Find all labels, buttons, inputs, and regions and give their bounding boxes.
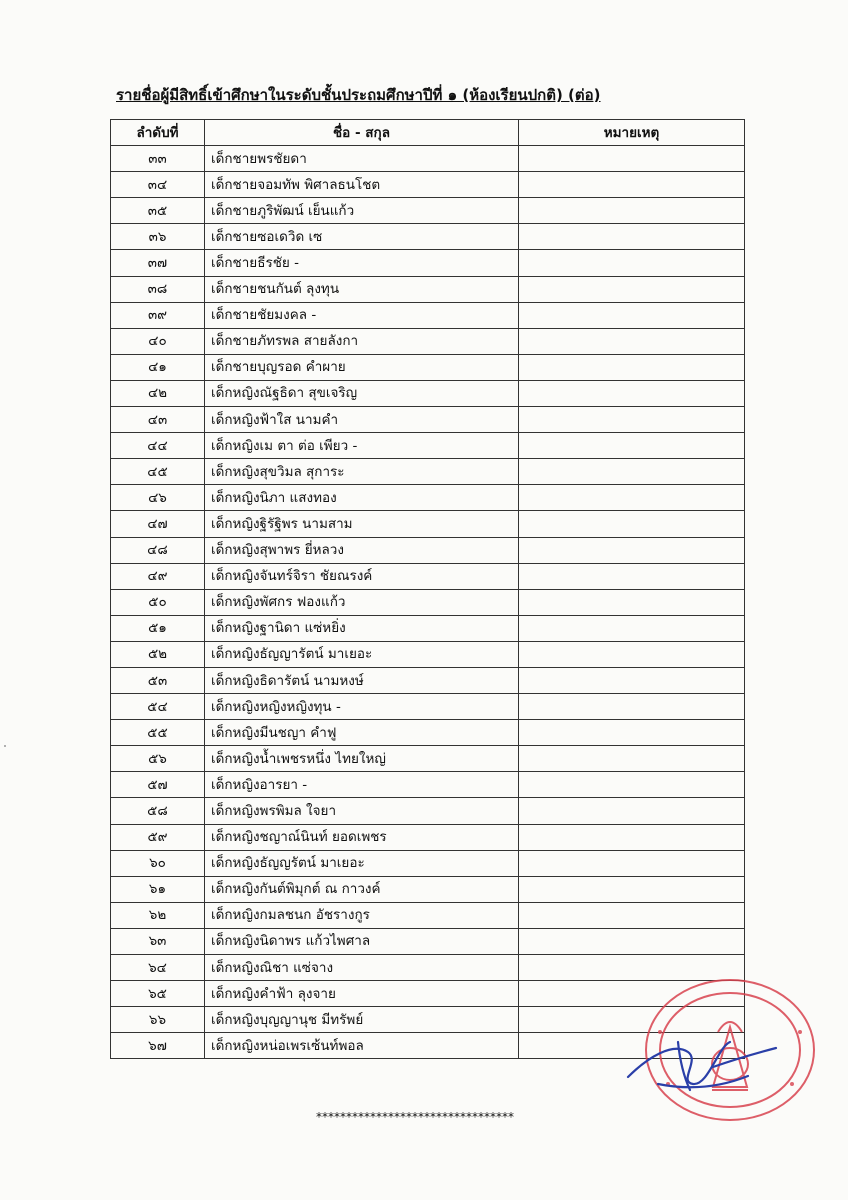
table-row [111, 302, 745, 328]
row-number-cell: ๓๓ [111, 146, 205, 172]
row-remark-cell [519, 772, 745, 798]
table-row [111, 902, 745, 928]
row-name-cell: เด็กหญิงธัญญารัตน์ มาเยอะ [205, 641, 519, 667]
table-row [111, 876, 745, 902]
table-row [111, 511, 745, 537]
row-name-cell: เด็กชายพรชัยดา [205, 146, 519, 172]
row-number-cell: ๖๖ [111, 1007, 205, 1033]
row-remark-cell [519, 902, 745, 928]
row-number-cell: ๖๕ [111, 981, 205, 1007]
table-row [111, 798, 745, 824]
row-remark-cell [519, 172, 745, 198]
row-number-cell: ๕๐ [111, 589, 205, 615]
row-number-cell: ๖๓ [111, 928, 205, 954]
row-name-cell: เด็กชายจอมทัพ พิศาลธนโชต [205, 172, 519, 198]
table-row [111, 146, 745, 172]
column-header-number: ลำดับที่ [111, 120, 205, 146]
row-number-cell: ๔๓ [111, 407, 205, 433]
table-row [111, 328, 745, 354]
row-number-cell: ๖๗ [111, 1033, 205, 1059]
row-name-cell: เด็กชายชนกันต์ ลุงทุน [205, 276, 519, 302]
row-name-cell: เด็กหญิงธัญญรัตน์ มาเยอะ [205, 850, 519, 876]
row-number-cell: ๖๑ [111, 876, 205, 902]
table-row [111, 850, 745, 876]
table-row [111, 694, 745, 720]
column-header-remark: หมายเหตุ [519, 120, 745, 146]
row-name-cell: เด็กหญิงพรพิมล ใจยา [205, 798, 519, 824]
row-number-cell: ๕๖ [111, 746, 205, 772]
row-number-cell: ๔๙ [111, 563, 205, 589]
row-remark-cell [519, 485, 745, 511]
row-name-cell: เด็กหญิงสุพาพร ยี่หลวง [205, 537, 519, 563]
row-number-cell: ๕๙ [111, 824, 205, 850]
row-number-cell: ๕๕ [111, 720, 205, 746]
row-number-cell: ๕๒ [111, 641, 205, 667]
row-number-cell: ๔๖ [111, 485, 205, 511]
row-name-cell: เด็กชายภูริพัฒน์ เย็นแก้ว [205, 198, 519, 224]
row-number-cell: ๔๔ [111, 433, 205, 459]
table-row [111, 407, 745, 433]
table-row [111, 641, 745, 667]
row-number-cell: ๓๙ [111, 302, 205, 328]
row-remark-cell [519, 354, 745, 380]
row-name-cell: เด็กหญิงพัศกร ฟองแก้ว [205, 589, 519, 615]
row-number-cell: ๓๘ [111, 276, 205, 302]
row-remark-cell [519, 433, 745, 459]
row-remark-cell [519, 667, 745, 693]
row-number-cell: ๕๑ [111, 615, 205, 641]
row-name-cell: เด็กหญิงฐิรัฐิพร นามสาม [205, 511, 519, 537]
row-name-cell: เด็กหญิงฐานิดา แซ่หยิ่ง [205, 615, 519, 641]
row-remark-cell [519, 928, 745, 954]
row-name-cell: เด็กหญิงเม ตา ต่อ เพียว - [205, 433, 519, 459]
row-remark-cell [519, 589, 745, 615]
row-remark-cell [519, 328, 745, 354]
row-name-cell: เด็กหญิงณัฐธิดา สุขเจริญ [205, 380, 519, 406]
row-name-cell: เด็กชายชัยมงคล - [205, 302, 519, 328]
row-number-cell: ๔๒ [111, 380, 205, 406]
row-number-cell: ๖๔ [111, 955, 205, 981]
row-remark-cell [519, 641, 745, 667]
row-name-cell: เด็กหญิงคำฟ้า ลุงจาย [205, 981, 519, 1007]
table-row [111, 250, 745, 276]
row-number-cell: ๕๓ [111, 667, 205, 693]
row-remark-cell [519, 720, 745, 746]
row-name-cell: เด็กหญิงมีนชญา คำฟู [205, 720, 519, 746]
signature-icon [628, 1042, 776, 1090]
row-remark-cell [519, 511, 745, 537]
row-name-cell: เด็กชายซอเดวิด เซ [205, 224, 519, 250]
row-number-cell: ๔๑ [111, 354, 205, 380]
row-remark-cell [519, 876, 745, 902]
table-row [111, 928, 745, 954]
table-row [111, 354, 745, 380]
row-name-cell: เด็กหญิงชญาณ์นินท์ ยอดเพชร [205, 824, 519, 850]
row-remark-cell [519, 798, 745, 824]
row-name-cell: เด็กหญิงนิภา แสงทอง [205, 485, 519, 511]
footer-asterisks: ********************************* [316, 1110, 514, 1124]
table-row [111, 485, 745, 511]
row-number-cell: ๖๒ [111, 902, 205, 928]
row-name-cell: เด็กชายบุญรอด คำผาย [205, 354, 519, 380]
table-row [111, 772, 745, 798]
row-remark-cell [519, 563, 745, 589]
row-remark-cell [519, 615, 745, 641]
table-row [111, 537, 745, 563]
row-number-cell: ๔๗ [111, 511, 205, 537]
row-name-cell: เด็กหญิงอารยา - [205, 772, 519, 798]
table-row [111, 198, 745, 224]
table-row [111, 589, 745, 615]
row-remark-cell [519, 746, 745, 772]
scan-speck [4, 745, 6, 747]
row-remark-cell [519, 407, 745, 433]
row-name-cell: เด็กหญิงฟ้าใส นามคำ [205, 407, 519, 433]
admission-roster-table [110, 119, 745, 1059]
row-name-cell: เด็กหญิงน้ำเพชรหนึ่ง ไทยใหญ่ [205, 746, 519, 772]
table-header-row [111, 120, 745, 146]
row-remark-cell [519, 380, 745, 406]
row-name-cell: เด็กหญิงหน่อเพรเซ้นท์พอล [205, 1033, 519, 1059]
table-row [111, 172, 745, 198]
row-name-cell: เด็กหญิงธิดารัตน์ นามหงษ์ [205, 667, 519, 693]
row-name-cell: เด็กหญิงนิดาพร แก้วไพศาล [205, 928, 519, 954]
row-remark-cell [519, 459, 745, 485]
table-row [111, 824, 745, 850]
row-number-cell: ๓๔ [111, 172, 205, 198]
row-name-cell: เด็กหญิงกมลชนก อัชรางกูร [205, 902, 519, 928]
table-row [111, 563, 745, 589]
row-number-cell: ๔๐ [111, 328, 205, 354]
row-number-cell: ๔๘ [111, 537, 205, 563]
row-number-cell: ๕๔ [111, 694, 205, 720]
row-name-cell: เด็กหญิงบุญญานุช มีทรัพย์ [205, 1007, 519, 1033]
row-remark-cell [519, 146, 745, 172]
column-header-name: ชื่อ - สกุล [205, 120, 519, 146]
row-number-cell: ๓๗ [111, 250, 205, 276]
row-name-cell: เด็กหญิงหญิงหญิงทุน - [205, 694, 519, 720]
row-remark-cell [519, 302, 745, 328]
row-remark-cell [519, 198, 745, 224]
row-remark-cell [519, 224, 745, 250]
table-row [111, 380, 745, 406]
table-row [111, 667, 745, 693]
row-name-cell: เด็กหญิงสุขวิมล สุการะ [205, 459, 519, 485]
row-name-cell: เด็กชายภัทรพล สายลังกา [205, 328, 519, 354]
table-body [111, 146, 745, 1059]
row-number-cell: ๓๖ [111, 224, 205, 250]
row-remark-cell [519, 250, 745, 276]
row-name-cell: เด็กหญิงจันทร์จิรา ชัยณรงค์ [205, 563, 519, 589]
row-name-cell: เด็กชายธีรชัย - [205, 250, 519, 276]
table-row [111, 276, 745, 302]
table-row [111, 459, 745, 485]
table-row [111, 746, 745, 772]
row-remark-cell [519, 824, 745, 850]
table-row [111, 615, 745, 641]
row-remark-cell [519, 694, 745, 720]
seal-signature-graphic [618, 972, 818, 1122]
table-row [111, 224, 745, 250]
row-remark-cell [519, 850, 745, 876]
table-row [111, 433, 745, 459]
row-name-cell: เด็กหญิงกันต์พิมุกต์ ณ กาวงค์ [205, 876, 519, 902]
row-number-cell: ๕๗ [111, 772, 205, 798]
row-number-cell: ๕๘ [111, 798, 205, 824]
row-number-cell: ๖๐ [111, 850, 205, 876]
document-heading: รายชื่อผู้มีสิทธิ์เข้าศึกษาในระดับชั้นประถมศึกษาปีที่ ๑ (ห้องเรียนปกติ) (ต่อ) [116, 86, 601, 104]
table-row [111, 720, 745, 746]
school-seal-stamp [618, 972, 818, 1122]
row-remark-cell [519, 537, 745, 563]
row-name-cell: เด็กหญิงณิชา แซ่จาง [205, 955, 519, 981]
row-number-cell: ๓๕ [111, 198, 205, 224]
row-number-cell: ๔๕ [111, 459, 205, 485]
row-remark-cell [519, 276, 745, 302]
